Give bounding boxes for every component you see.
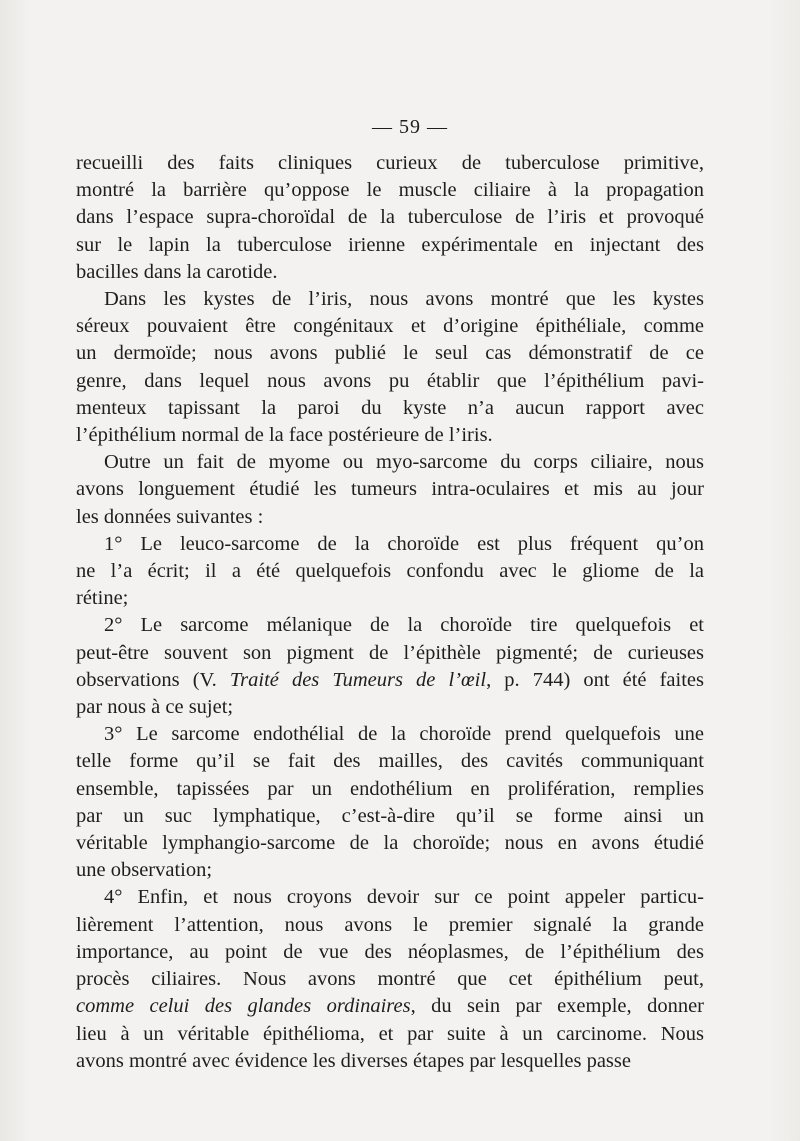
- text-line: observations (V. Traité des Tumeurs de l’œil, p. 744) ont été faites: [76, 668, 704, 691]
- text-line: 2° Le sarcome mélanique de la choroïde tire quelquefois et: [104, 614, 704, 637]
- text-line: par un suc lymphatique, c’est-à-dire qu’il se forme ainsi un: [76, 804, 704, 827]
- text-line: Outre un fait de myome ou myo-sarcome du corps ciliaire, nous: [104, 451, 704, 474]
- text-line: comme celui des glandes ordinaires, du sein par exemple, donner: [76, 995, 704, 1018]
- paragraph: [76, 531, 704, 613]
- text-line: 3° Le sarcome endothélial de la choroïde prend quelquefois une: [104, 723, 704, 746]
- text-line: l’épithélium normal de la face postérieure de l’iris.: [76, 424, 493, 447]
- text-line: montré la barrière qu’oppose le muscle ciliaire à la propagation: [76, 179, 704, 202]
- page-number: — 59 —: [372, 116, 448, 138]
- text-line: par nous à ce sujet;: [76, 696, 234, 719]
- text-line: procès ciliaires. Nous avons montré que cet épithélium peut,: [76, 968, 704, 991]
- text-line: menteux tapissant la paroi du kyste n’a aucun rapport avec: [76, 396, 704, 419]
- text-line: Dans les kystes de l’iris, nous avons montré que les kystes: [104, 288, 704, 311]
- text-line: 1° Le leuco-sarcome de la choroïde est plus fréquent qu’on: [104, 532, 704, 555]
- text-line: telle forme qu’il se fait des mailles, des cavités communiquant: [76, 750, 704, 773]
- text-line: un dermoïde; nous avons publié le seul cas démonstratif de ce: [76, 342, 704, 365]
- paragraph: [76, 721, 704, 884]
- text-line: bacilles dans la carotide.: [76, 260, 278, 283]
- text-line: véritable lymphangio-sarcome de la choroïde; nous en avons étudié: [76, 832, 704, 855]
- paragraph: [76, 612, 704, 721]
- paragraph: [76, 286, 704, 449]
- text-line: sur le lapin la tuberculose irienne expérimentale en injectant des: [76, 233, 704, 256]
- text-line: lieu à un véritable épithélioma, et par suite à un carcinome. Nous: [76, 1022, 704, 1045]
- text-line: une observation;: [76, 859, 213, 882]
- text-line: séreux pouvaient être congénitaux et d’origine épithéliale, comme: [76, 315, 704, 338]
- text-line: avons longuement étudié les tumeurs intra-oculaires et mis au jour: [76, 478, 704, 501]
- text-line: rétine;: [76, 587, 129, 610]
- text-line: genre, dans lequel nous avons pu établir que l’épithélium pavi-: [76, 369, 704, 392]
- text-line: dans l’espace supra-choroïdal de la tuberculose de l’iris et provoqué: [76, 206, 704, 229]
- paragraph: [76, 884, 704, 1074]
- text-line: avons montré avec évidence les diverses étapes par lesquelles passe: [76, 1049, 631, 1072]
- text-line: recueilli des faits cliniques curieux de tuberculose primitive,: [76, 152, 704, 174]
- text-line: peut-être souvent son pigment de l’épithèle pigmenté; de curieuses: [76, 641, 704, 664]
- text-line: lièrement l’attention, nous avons le premier signalé la grande: [76, 913, 704, 936]
- paragraph: [76, 150, 704, 286]
- text-line: ne l’a écrit; il a été quelquefois confondu avec le gliome de la: [76, 560, 704, 583]
- body-text: [76, 150, 704, 1075]
- paragraph: [76, 449, 704, 531]
- text-line: 4° Enfin, et nous croyons devoir sur ce point appeler particu-: [104, 886, 704, 909]
- text-line: importance, au point de vue des néoplasmes, de l’épithélium des: [76, 940, 704, 963]
- text-line: les données suivantes :: [76, 505, 264, 528]
- text-line: ensemble, tapissées par un endothélium en prolifération, remplies: [76, 777, 704, 800]
